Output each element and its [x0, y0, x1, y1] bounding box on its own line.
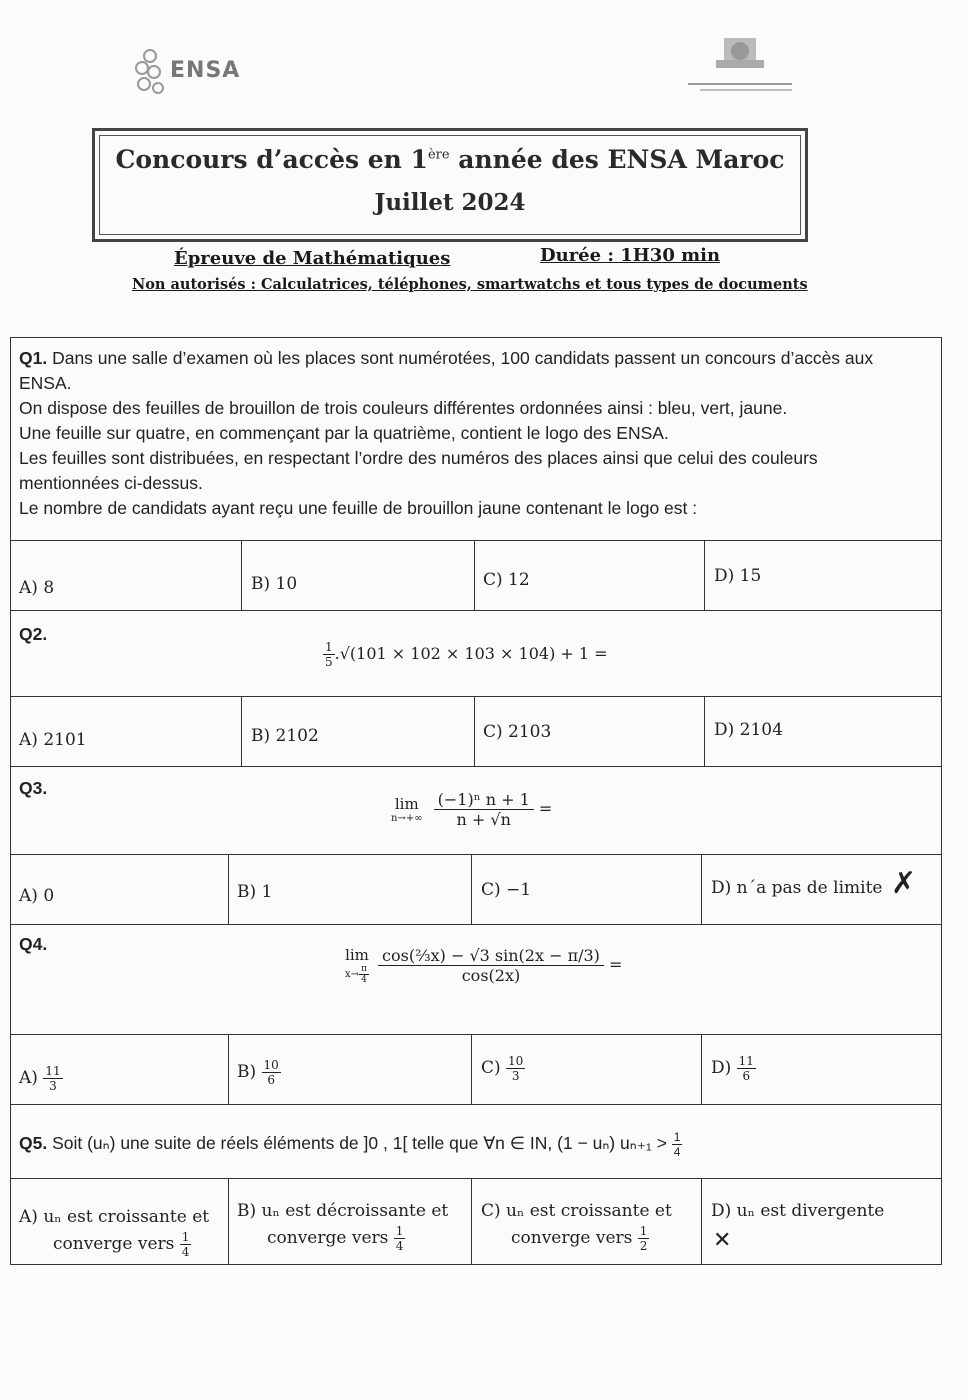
q1-answer-c[interactable]: C) 12 [483, 570, 530, 590]
ensa-emblem-icon [132, 42, 172, 102]
ensa-logo [132, 42, 262, 102]
exam-date: Juillet 2024 [374, 189, 526, 216]
question-2-formula: $\frac{1}{5}$ .√(101 × 102 × 103 × 104) + 1 = [325, 640, 608, 669]
q3-answer-d[interactable]: D) n´a pas de limite [711, 878, 883, 898]
q3-answer-a[interactable]: A) 0 [19, 886, 55, 906]
q2-answer-b[interactable]: B) 2102 [251, 726, 319, 746]
q5-answer-d[interactable]: D) uₙ est divergente [711, 1201, 885, 1221]
question-1: Q1. Dans une salle d’examen où les places sont numérotées, 100 candidats passent un concours d’accès aux ENSA. On dispose des feuilles de brouillon de trois couleurs différentes ordonnées ainsi : bleu, vert, jaune. Une feuille sur quatre, en commençant par la quatrième, contient le logo des ENSA. Les feuilles sont distribuées, en respectant l’ordre des numéros des places ainsi que celui des couleurs mentionnées ci-dessus. Le nombre de candidats ayant reçu une feuille de brouillon jaune contenant le logo est : [19, 348, 874, 518]
subject-title: Épreuve de Mathématiques [174, 248, 451, 269]
q1-answer-b[interactable]: B) 10 [251, 574, 298, 594]
duration: Durée : 1H30 min [540, 245, 721, 266]
title-box [92, 128, 808, 242]
q5-answer-a[interactable]: A) uₙ est croissante et converge vers $\frac{1}{4}$ [19, 1207, 210, 1259]
q2-answer-d[interactable]: D) 2104 [714, 720, 783, 740]
q3-answer-c[interactable]: C) −1 [481, 880, 532, 900]
question-3-label: Q3. [19, 778, 48, 798]
q1-answer-d[interactable]: D) 15 [714, 566, 762, 586]
coat-of-arms-icon [680, 34, 800, 96]
check-mark-icon: ✗ [891, 866, 917, 901]
question-4-label: Q4. [19, 934, 48, 954]
q4-answer-b[interactable]: B) $\frac{10}{6}$ [237, 1058, 279, 1087]
question-3-formula: lim n→+∞ $\frac{\text{(−1)ⁿ n + 1}}{n + √n}$ = [391, 790, 553, 829]
q1-answer-a[interactable]: A) 8 [19, 578, 55, 598]
kingdom-emblem [680, 34, 800, 124]
cross-mark-icon: ✕ [713, 1228, 732, 1253]
q5-answer-b[interactable]: B) uₙ est décroissante et converge vers $\frac{1}{4}$ [237, 1201, 449, 1253]
exam-title: Concours d’accès en 1ère année des ENSA Maroc [115, 145, 785, 174]
question-4-formula: lim x→ $\frac{\pi}{4}$ $\frac{\text{cos(⅔x) − √3 sin(2x − π/3)}}{\cos(2x)}$ = [345, 946, 623, 985]
q4-answer-d[interactable]: D) $\frac{11}{6}$ [711, 1054, 754, 1083]
question-5: Q5. Soit (uₙ) une suite de réels éléments de ]0 , 1[ telle que ∀n ∈ IN, (1 − uₙ) uₙ₊₁ > $\frac{1}{4}$ [19, 1130, 681, 1159]
q5-answer-c[interactable]: C) uₙ est croissante et converge vers $\frac{1}{2}$ [481, 1201, 672, 1253]
question-table [10, 337, 942, 1265]
q4-answer-a[interactable]: A) $\frac{11}{3}$ [19, 1064, 61, 1093]
question-2-label: Q2. [19, 624, 48, 644]
q2-answer-c[interactable]: C) 2103 [483, 722, 552, 742]
q2-answer-a[interactable]: A) 2101 [19, 730, 87, 750]
restrictions-note: Non autorisés : Calculatrices, téléphones, smartwatchs et tous types de documents [132, 276, 808, 293]
ensa-logo-text: ENSA [170, 58, 241, 83]
q4-answer-c[interactable]: C) $\frac{10}{3}$ [481, 1054, 524, 1083]
q3-answer-b[interactable]: B) 1 [237, 882, 273, 902]
